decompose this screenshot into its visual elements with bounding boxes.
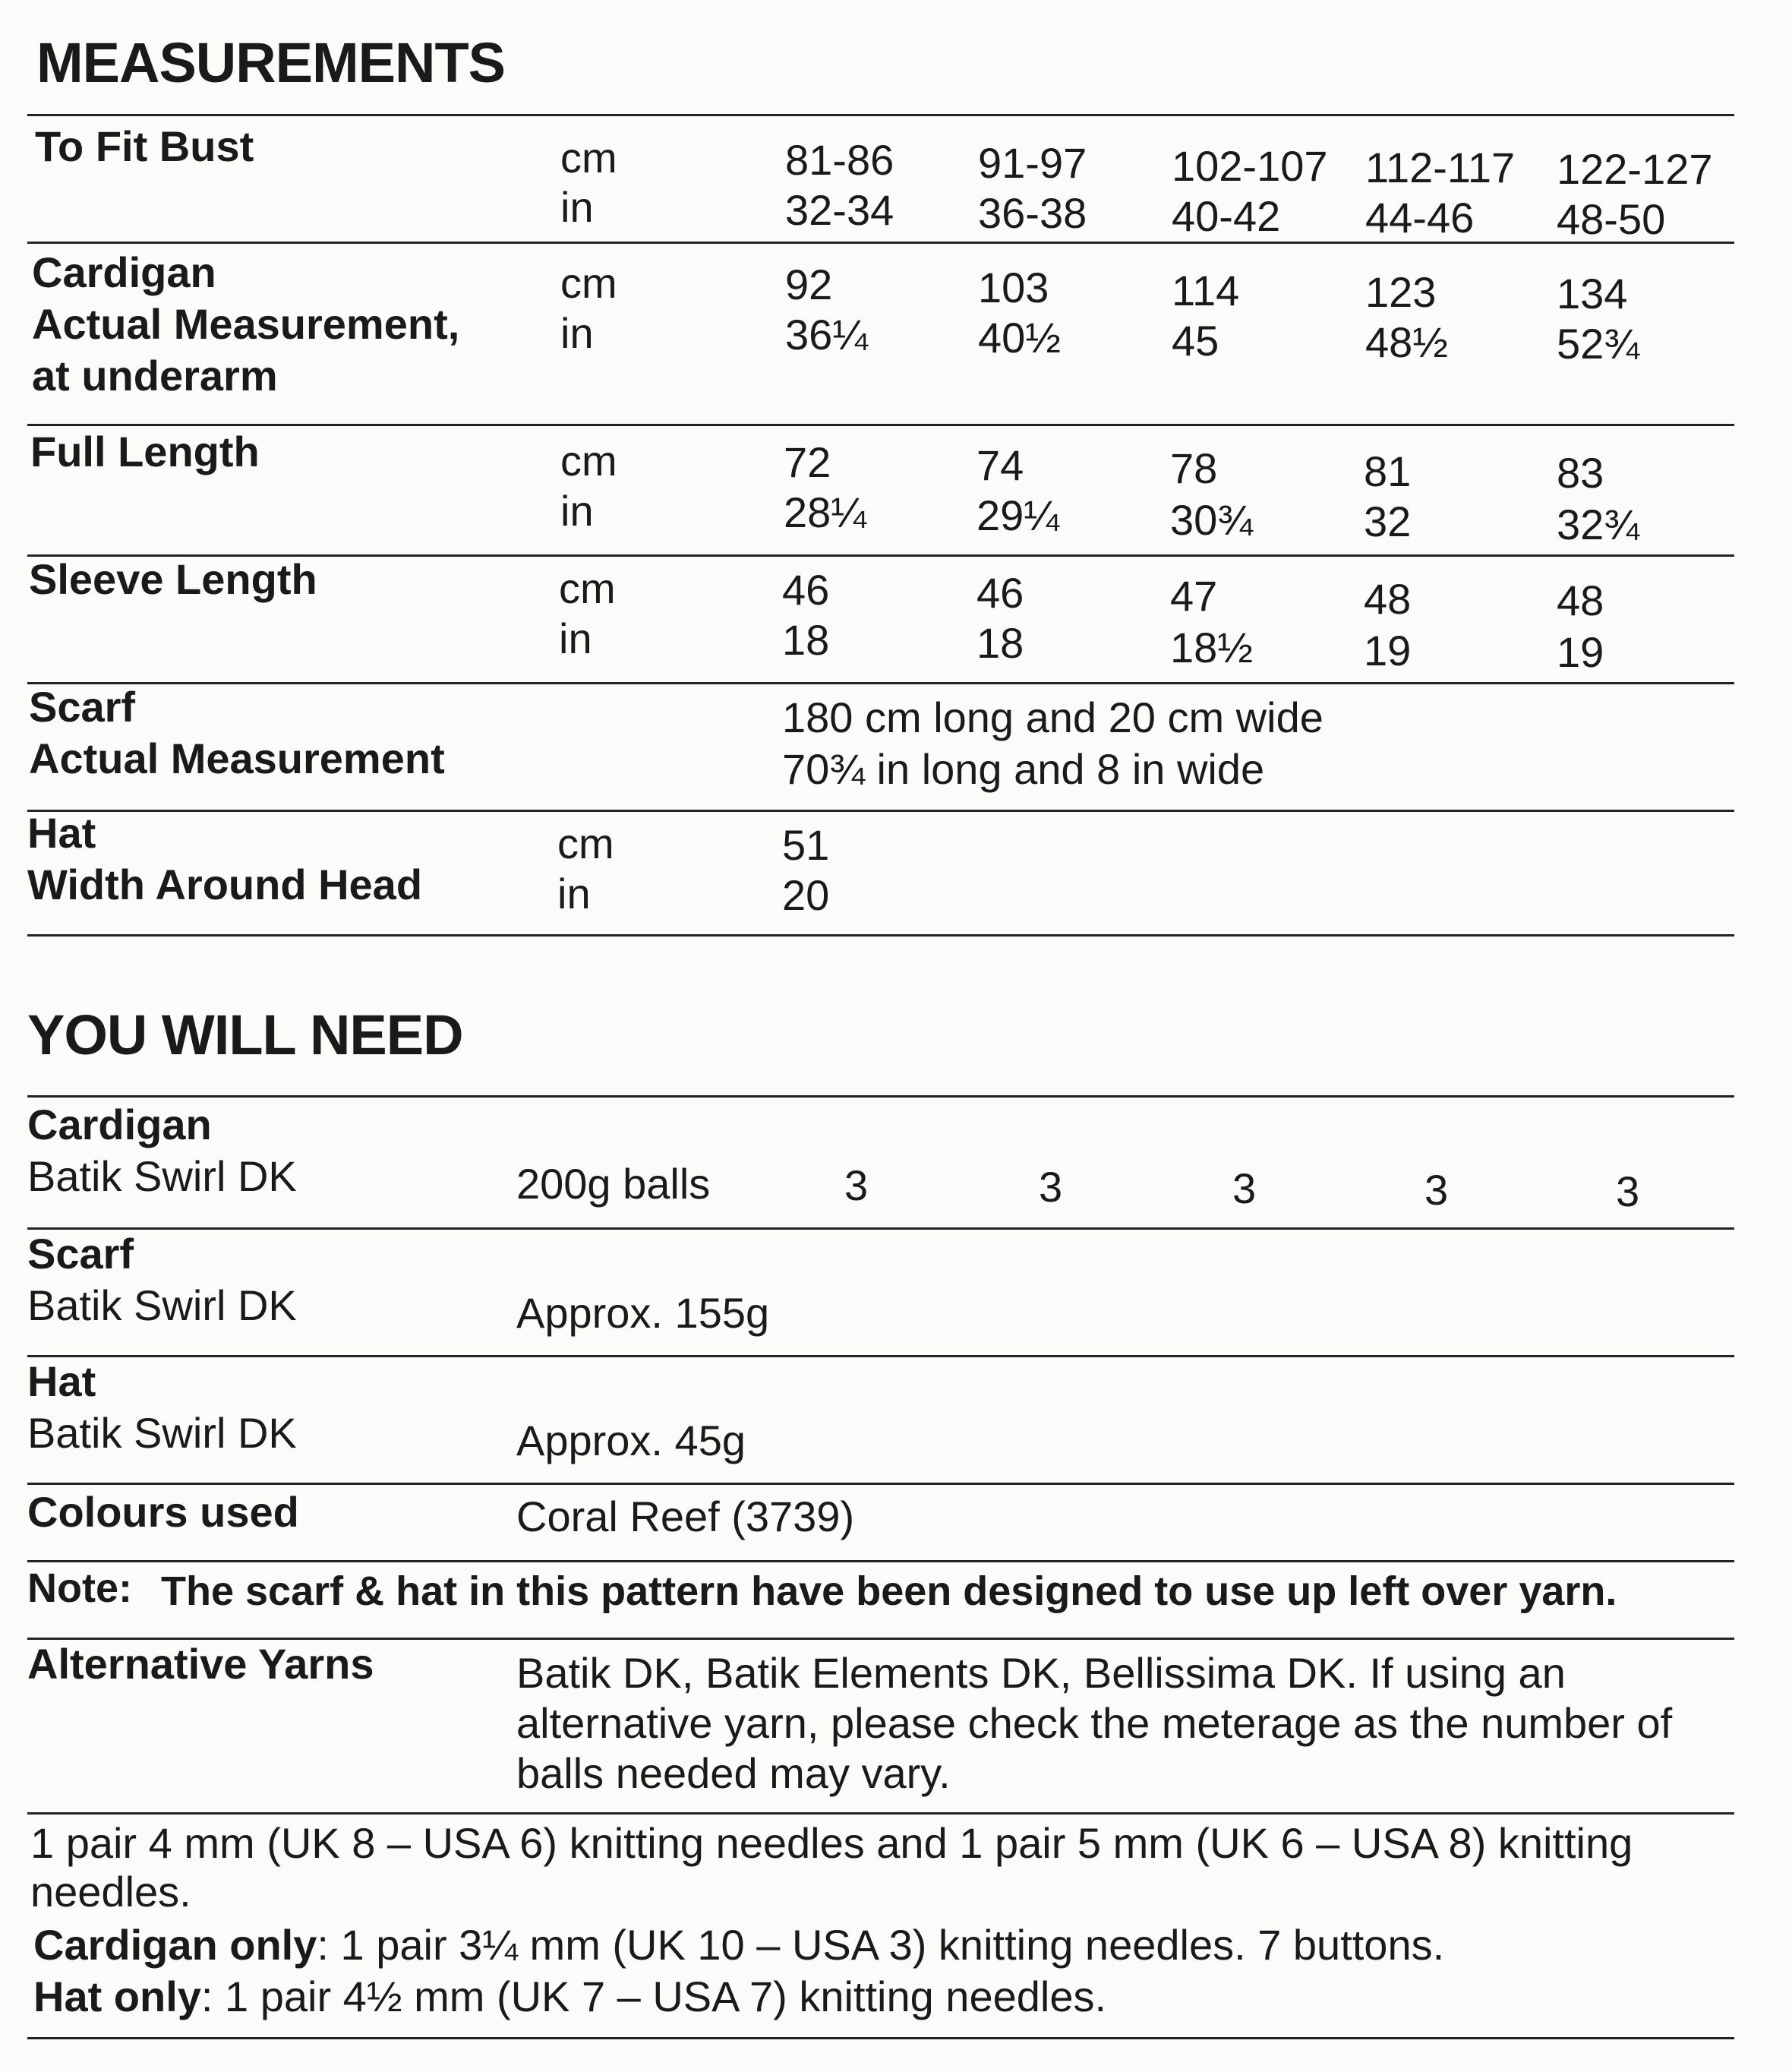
hat-only-text: : 1 pair 4½ mm (UK 7 – USA 7) knitting needles.: [200, 1973, 1107, 2020]
value-in: 36-38: [978, 189, 1087, 237]
cardigan-yarn: Batik Swirl DK: [27, 1152, 297, 1200]
value-cm: 134: [1557, 270, 1628, 317]
colours-value: Coral Reef (3739): [516, 1492, 855, 1540]
row-label: Scarf: [29, 683, 136, 731]
row-label: Hat: [27, 809, 96, 857]
divider: [27, 2037, 1734, 2039]
value-cm: 81: [1364, 447, 1412, 495]
value-in: 32-34: [785, 186, 894, 234]
cardigan-only-text: : 1 pair 3¼ mm (UK 10 – USA 3) knitting needles. 7 buttons.: [317, 1921, 1445, 1969]
value-cm: 78: [1170, 444, 1218, 492]
value-in: 40-42: [1172, 192, 1281, 240]
value-in: 52¾: [1557, 320, 1639, 368]
value-cm: 81-86: [785, 136, 894, 184]
value-cm: 51: [782, 821, 830, 869]
value-cm: 47: [1170, 572, 1218, 620]
unit-in: in: [560, 183, 594, 231]
row-label: at underarm: [32, 352, 278, 400]
hat-amount: Approx. 45g: [516, 1417, 746, 1464]
value-in: 40½: [978, 314, 1061, 362]
scarf-size-in: 70¾ in long and 8 in wide: [782, 745, 1265, 793]
value-in: 32: [1364, 497, 1412, 545]
cardigan-qty: 3: [1039, 1163, 1063, 1211]
value-cm: 72: [784, 438, 831, 486]
divider: [27, 242, 1734, 244]
divider: [27, 1560, 1734, 1562]
cardigan-qty: 3: [1424, 1166, 1449, 1214]
divider: [27, 424, 1734, 426]
value-in: 28¼: [784, 488, 866, 536]
note-label: Note:: [27, 1565, 132, 1611]
value-in: 18: [976, 619, 1024, 667]
value-in: 18½: [1170, 624, 1253, 671]
divider: [27, 1095, 1734, 1098]
hat-only-label: Hat only: [33, 1973, 201, 2020]
divider: [27, 810, 1734, 812]
value-cm: 46: [976, 569, 1024, 617]
value-cm: 83: [1557, 449, 1604, 497]
value-cm: 74: [976, 441, 1024, 489]
row-label: Actual Measurement: [29, 734, 445, 782]
value-cm: 102-107: [1172, 142, 1328, 190]
row-label: Actual Measurement,: [32, 300, 460, 348]
value-in: 19: [1364, 627, 1412, 674]
cardigan-qty: 3: [1616, 1167, 1640, 1215]
note-text: The scarf & hat in this pattern have been designed to use up left over yarn.: [161, 1568, 1617, 1614]
cardigan-unit: 200g balls: [516, 1160, 711, 1208]
unit-cm: cm: [560, 259, 617, 307]
value-cm: 122-127: [1557, 145, 1713, 193]
unit-in: in: [559, 614, 592, 662]
divider: [27, 1812, 1734, 1815]
row-label: To Fit Bust: [35, 122, 254, 170]
colours-label: Colours used: [27, 1488, 299, 1536]
divider: [27, 1483, 1734, 1485]
unit-cm: cm: [557, 820, 614, 867]
scarf-amount: Approx. 155g: [516, 1289, 770, 1337]
value-cm: 46: [782, 566, 830, 614]
cardigan-only-label: Cardigan only: [33, 1921, 317, 1969]
value-in: 32¾: [1557, 501, 1639, 548]
unit-in: in: [560, 487, 594, 535]
cardigan-qty: 3: [844, 1161, 869, 1209]
needles-line: 1 pair 4 mm (UK 8 – USA 6) knitting needles and 1 pair 5 mm (UK 6 – USA 8) knitting: [30, 1819, 1633, 1867]
unit-cm: cm: [559, 564, 616, 612]
divider: [27, 1355, 1734, 1357]
cardigan-qty: 3: [1232, 1164, 1257, 1212]
unit-in: in: [557, 870, 591, 918]
value-cm: 91-97: [978, 139, 1087, 187]
alternative-line: balls needed may vary.: [516, 1749, 951, 1797]
divider: [27, 114, 1734, 116]
divider: [27, 1227, 1734, 1230]
row-label: Sleeve Length: [29, 555, 317, 603]
value-in: 44-46: [1365, 194, 1475, 242]
value-cm: 123: [1365, 268, 1437, 316]
value-in: 48-50: [1557, 195, 1666, 243]
needles-line: needles.: [30, 1868, 191, 1916]
hat-yarn: Batik Swirl DK: [27, 1409, 297, 1457]
cardigan-title: Cardigan: [27, 1101, 212, 1148]
value-in: 30¾: [1170, 496, 1253, 544]
alternative-label: Alternative Yarns: [27, 1640, 374, 1688]
hat-needles: [33, 1972, 1106, 2021]
scarf-size-cm: 180 cm long and 20 cm wide: [782, 693, 1323, 741]
value-cm: 103: [978, 264, 1049, 311]
value-in: 29¼: [976, 491, 1059, 539]
you-will-need-title: YOU WILL NEED: [27, 1003, 463, 1066]
value-in: 45: [1172, 317, 1219, 365]
value-in: 36¼: [785, 311, 868, 358]
alternative-line: Batik DK, Batik Elements DK, Bellissima DK. If using an: [516, 1649, 1566, 1697]
scarf-yarn: Batik Swirl DK: [27, 1281, 297, 1329]
unit-in: in: [560, 309, 594, 357]
value-in: 19: [1557, 628, 1604, 676]
value-in: 48½: [1365, 318, 1448, 366]
row-label: Width Around Head: [27, 861, 423, 908]
value-cm: 114: [1172, 267, 1240, 314]
row-label: Cardigan: [32, 248, 216, 296]
unit-cm: cm: [560, 134, 617, 182]
measurements-title: MEASUREMENTS: [36, 31, 506, 94]
alternative-line: alternative yarn, please check the meterage as the number of: [516, 1699, 1673, 1747]
row-label: Full Length: [30, 428, 260, 475]
hat-title: Hat: [27, 1357, 96, 1405]
divider: [27, 682, 1734, 684]
value-cm: 112-117: [1365, 144, 1516, 191]
unit-cm: cm: [560, 437, 617, 485]
cardigan-needles: [33, 1920, 1444, 1969]
value-in: 18: [782, 616, 830, 664]
scarf-title: Scarf: [27, 1230, 134, 1278]
value-cm: 48: [1557, 576, 1604, 624]
value-cm: 48: [1364, 575, 1412, 623]
value-cm: 92: [785, 261, 833, 308]
value-in: 20: [782, 871, 830, 919]
divider: [27, 934, 1734, 937]
